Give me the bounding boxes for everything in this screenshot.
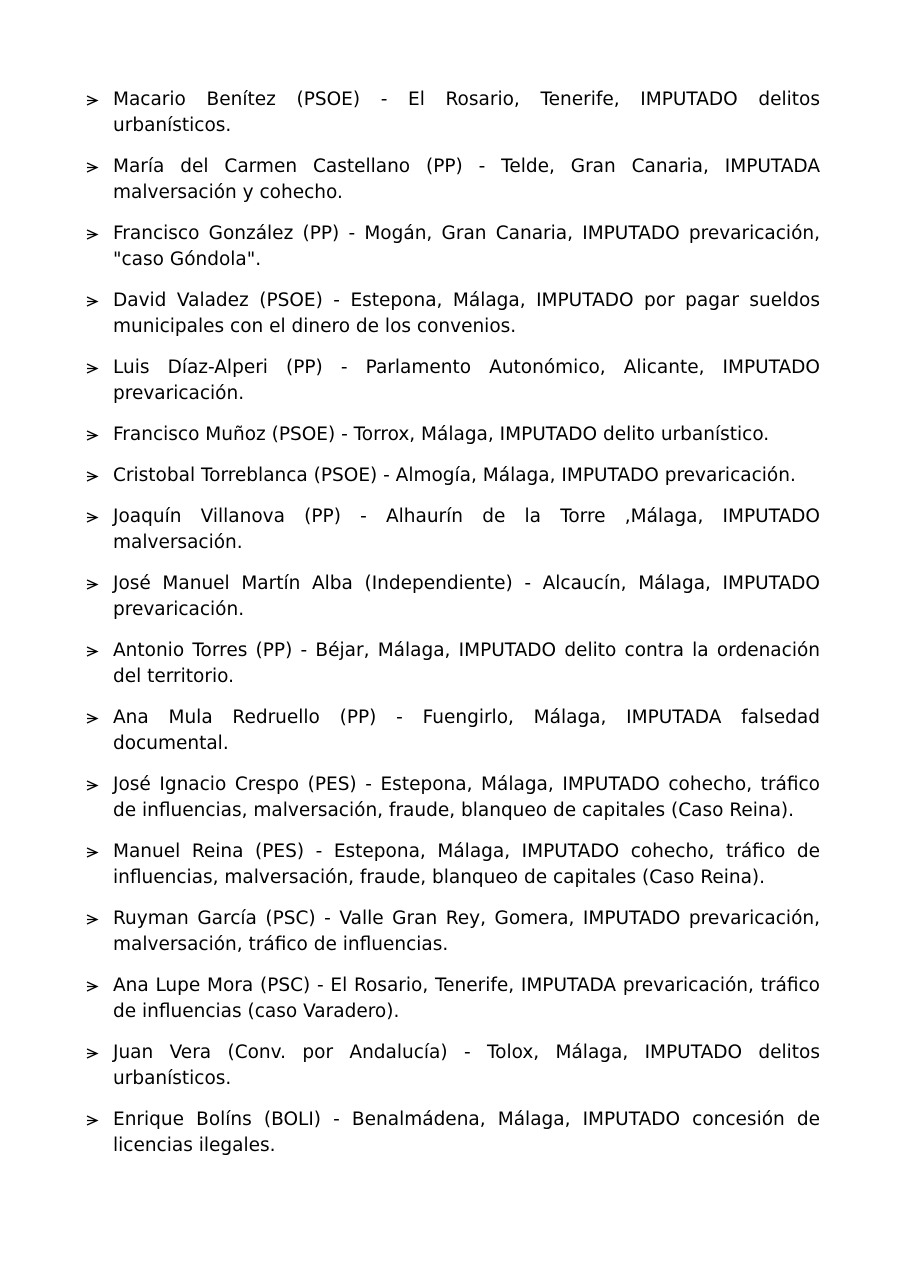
list-item-text: Ana Mula Redruello (PP) - Fuengirlo, Málaga, IMPUTADA falsedad documental. bbox=[113, 707, 820, 754]
list-item-text: Ana Lupe Mora (PSC) - El Rosario, Tenerife, IMPUTADA prevaricación, tráfico de influencias (caso Varadero). bbox=[113, 975, 820, 1022]
list-item-text: José Ignacio Crespo (PES) - Estepona, Málaga, IMPUTADO cohecho, tráfico de influencias, malversación, fraude, blanqueo de capitales (Caso Reina). bbox=[113, 774, 820, 821]
list-item-text: David Valadez (PSOE) - Estepona, Málaga, IMPUTADO por pagar sueldos municipales con el dinero de los convenios. bbox=[113, 290, 820, 337]
list-item-text: Luis Díaz-Alperi (PP) - Parlamento Autonómico, Alicante, IMPUTADO prevaricación. bbox=[113, 357, 820, 404]
arrow-bullet-icon bbox=[86, 973, 113, 992]
arrow-bullet-icon bbox=[86, 906, 113, 925]
list-item-text: Joaquín Villanova (PP) - Alhaurín de la Torre ,Málaga, IMPUTADO malversación. bbox=[113, 506, 820, 553]
list-item-text: María del Carmen Castellano (PP) - Telde, Gran Canaria, IMPUTADA malversación y cohecho. bbox=[113, 156, 820, 203]
list-item-text: Manuel Reina (PES) - Estepona, Málaga, IMPUTADO cohecho, tráfico de influencias, malversación, fraude, blanqueo de capitales (Caso Reina). bbox=[113, 841, 820, 888]
arrow-bullet-icon bbox=[86, 705, 113, 724]
list-item-text: Francisco Muñoz (PSOE) - Torrox, Málaga, IMPUTADO delito urbanístico. bbox=[113, 424, 770, 445]
list-item bbox=[86, 221, 820, 273]
list-item bbox=[86, 1040, 820, 1092]
list-item bbox=[86, 154, 820, 206]
list-item bbox=[86, 839, 820, 891]
list-item-text: Macario Benítez (PSOE) - El Rosario, Tenerife, IMPUTADO delitos urbanísticos. bbox=[113, 89, 820, 136]
arrow-bullet-icon bbox=[86, 154, 113, 173]
list-item bbox=[86, 463, 820, 489]
list-item-text: Antonio Torres (PP) - Béjar, Málaga, IMPUTADO delito contra la ordenación del territorio. bbox=[113, 640, 820, 687]
list-item bbox=[86, 355, 820, 407]
list-item bbox=[86, 288, 820, 340]
arrow-bullet-icon bbox=[86, 87, 113, 106]
list-item-text: Cristobal Torreblanca (PSOE) - Almogía, Málaga, IMPUTADO prevaricación. bbox=[113, 465, 796, 486]
list-item bbox=[86, 504, 820, 556]
list-item bbox=[86, 772, 820, 824]
arrow-bullet-icon bbox=[86, 355, 113, 374]
arrow-bullet-icon bbox=[86, 504, 113, 523]
list-item bbox=[86, 1107, 820, 1159]
arrow-bullet-icon bbox=[86, 288, 113, 307]
arrow-bullet-icon bbox=[86, 571, 113, 590]
list-item-text: Francisco González (PP) - Mogán, Gran Canaria, IMPUTADO prevaricación, "caso Góndola". bbox=[113, 223, 820, 270]
list-item-text: Juan Vera (Conv. por Andalucía) - Tolox, Málaga, IMPUTADO delitos urbanísticos. bbox=[113, 1042, 820, 1089]
list-item-text: Ruyman García (PSC) - Valle Gran Rey, Gomera, IMPUTADO prevaricación, malversación, tráfico de influencias. bbox=[113, 908, 820, 955]
arrow-bullet-icon bbox=[86, 463, 113, 482]
imputados-list bbox=[86, 87, 820, 1174]
list-item bbox=[86, 422, 820, 448]
list-item bbox=[86, 705, 820, 757]
arrow-bullet-icon bbox=[86, 1040, 113, 1059]
arrow-bullet-icon bbox=[86, 772, 113, 791]
arrow-bullet-icon bbox=[86, 1107, 113, 1126]
list-item bbox=[86, 638, 820, 690]
arrow-bullet-icon bbox=[86, 839, 113, 858]
list-item bbox=[86, 87, 820, 139]
list-item bbox=[86, 571, 820, 623]
arrow-bullet-icon bbox=[86, 422, 113, 441]
arrow-bullet-icon bbox=[86, 221, 113, 240]
list-item bbox=[86, 906, 820, 958]
arrow-bullet-icon bbox=[86, 638, 113, 657]
list-item-text: Enrique Bolíns (BOLI) - Benalmádena, Málaga, IMPUTADO concesión de licencias ilegales. bbox=[113, 1109, 820, 1156]
list-item-text: José Manuel Martín Alba (Independiente) - Alcaucín, Málaga, IMPUTADO prevaricación. bbox=[113, 573, 820, 620]
list-item bbox=[86, 973, 820, 1025]
